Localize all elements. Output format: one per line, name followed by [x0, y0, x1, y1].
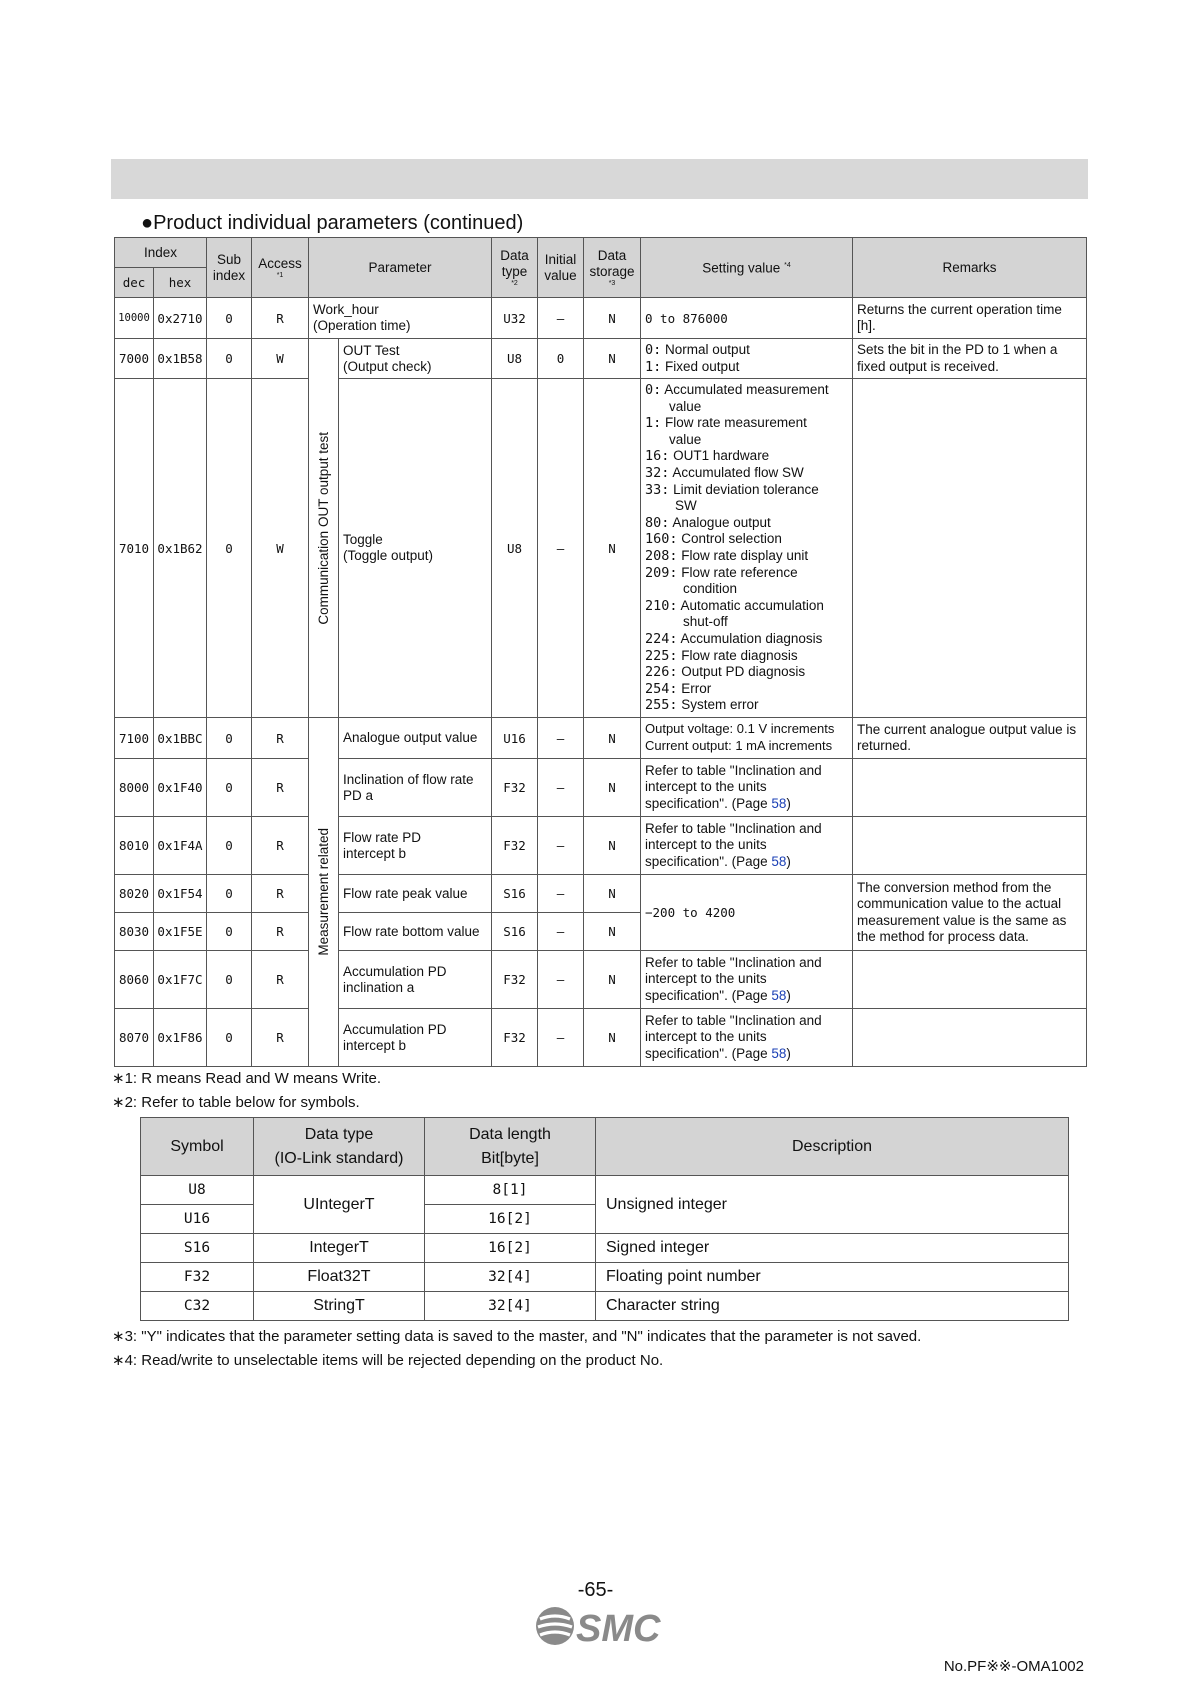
- header-sub-index: Sub index: [207, 238, 252, 298]
- header-description: Description: [596, 1118, 1069, 1176]
- header-data-storage: Data storage *3: [584, 238, 641, 298]
- setting-value: Refer to table "Inclination and intercept to the units specification". (Page 58): [641, 1009, 853, 1067]
- header-initial-value: Initial value: [538, 238, 584, 298]
- parameter-name: Inclination of flow rate PD a: [339, 759, 492, 817]
- setting-value: Output voltage: 0.1 V increments Current output: 1 mA increments: [641, 718, 853, 759]
- header-remarks: Remarks: [853, 238, 1087, 298]
- header-parameter: Parameter: [309, 238, 492, 298]
- header-setting-value: Setting value $^{*4}$: [641, 238, 853, 298]
- parameter-name: Flow rate PD intercept b: [339, 817, 492, 875]
- table-row: 8010 0x1F4A 0 R Flow rate PD intercept b F32 – N Refer to table "Inclination and intercept to the units specification". (Page 58): [115, 817, 1087, 875]
- group-label-out-test: Communication OUT output test: [309, 339, 339, 718]
- document-number: No.PF※※-OMA1002: [943, 1658, 1084, 1675]
- footnote-2: ∗2: Refer to table below for symbols.: [112, 1094, 360, 1111]
- remarks: [853, 817, 1087, 875]
- footnote-1: ∗1: R means Read and W means Write.: [112, 1070, 382, 1087]
- remarks: Sets the bit in the PD to 1 when a fixed output is received.: [853, 339, 1087, 379]
- parameter-name: Analogue output value: [339, 718, 492, 759]
- remarks: The conversion method from the communication value to the actual measurement value is the same as the method for process data.: [853, 875, 1087, 951]
- footnote-4: ∗4: Read/write to unselectable items will be rejected depending on the product No.: [112, 1352, 664, 1369]
- table-row: 8020 0x1F54 0 R Flow rate peak value S16 – N −200 to 4200 The conversion method from the communication value to the actual measurement value is the same as the method for process data.: [115, 875, 1087, 913]
- remarks: [853, 1009, 1087, 1067]
- table-row: 8030 0x1F5E 0 R Flow rate bottom value S16 – N: [115, 913, 1087, 951]
- page-number: -65-: [577, 1579, 614, 1601]
- parameter-name: Toggle (Toggle output): [339, 379, 492, 718]
- remarks: Returns the current operation time [h].: [853, 298, 1087, 339]
- header-index: Index: [115, 238, 207, 268]
- group-label-measurement: Measurement related: [309, 718, 339, 1067]
- table-row: 8070 0x1F86 0 R Accumulation PD intercept b F32 – N Refer to table "Inclination and intercept to the units specification". (Page 58): [115, 1009, 1087, 1067]
- section-header-band: [111, 159, 1088, 199]
- setting-value: Refer to table "Inclination and intercept to the units specification". (Page 58): [641, 817, 853, 875]
- header-data-type: Data type (IO-Link standard): [254, 1118, 425, 1176]
- table-row: F32 Float32T 32[4] Floating point number: [141, 1263, 1069, 1292]
- header-symbol: Symbol: [141, 1118, 254, 1176]
- page-link[interactable]: 58: [771, 795, 787, 811]
- setting-value-list: 0: Accumulated measurement value 1: Flow rate measurement value 16: OUT1 hardware 32: Accumulated flow SW 33: Limit deviation tolerance SW 80: Analogue output 160: Control selection 208: Flow rate display unit 209: Flow rate reference condition 210: Automatic accumulation shut-off 224: Accumulation diagnosis 225: Flow rate diagnosis 226: Output PD diagnosis 254: Error 255: System error: [641, 379, 853, 718]
- page-link[interactable]: 58: [771, 1045, 787, 1061]
- page-link[interactable]: 58: [771, 987, 787, 1003]
- header-dec: dec: [115, 268, 154, 298]
- parameter-table: [114, 237, 1087, 1067]
- setting-value: Refer to table "Inclination and intercept to the units specification". (Page 58): [641, 759, 853, 817]
- parameter-name: OUT Test (Output check): [339, 339, 492, 379]
- table-row: 7000 0x1B58 0 W Communication OUT output test OUT Test (Output check) U8 0 N 0: Normal output 1: Fixed output Sets the bit in the PD to 1 when a fixed output is received.: [115, 339, 1087, 379]
- symbol-table: [140, 1117, 1069, 1321]
- setting-value: Refer to table "Inclination and intercept to the units specification". (Page 58): [641, 951, 853, 1009]
- section-title: ●Product individual parameters (continued): [141, 212, 524, 234]
- table-row: 8060 0x1F7C 0 R Accumulation PD inclination a F32 – N Refer to table "Inclination and intercept to the units specification". (Page 58): [115, 951, 1087, 1009]
- setting-value: 0 to 876000: [641, 298, 853, 339]
- header-data-length: Data length Bit[byte]: [425, 1118, 596, 1176]
- table-row: S16 IntegerT 16[2] Signed integer: [141, 1234, 1069, 1263]
- smc-logo-text: SMC: [576, 1608, 661, 1648]
- table-row: 8000 0x1F40 0 R Inclination of flow rate PD a F32 – N Refer to table "Inclination and intercept to the units specification". (Page 58): [115, 759, 1087, 817]
- table-row: U16 16[2]: [141, 1205, 1069, 1234]
- table-row: U8 UIntegerT 8[1] Unsigned integer: [141, 1176, 1069, 1205]
- table-row: 10000 0x2710 0 R Work_hour (Operation time) U32 – N 0 to 876000 Returns the current operation time [h].: [115, 298, 1087, 339]
- setting-value: 0: Normal output 1: Fixed output: [641, 339, 853, 379]
- remarks: [853, 379, 1087, 718]
- page-link[interactable]: 58: [771, 853, 787, 869]
- header-access: Access *1: [252, 238, 309, 298]
- header-data-type: Data type *2: [492, 238, 538, 298]
- parameter-name: Work_hour (Operation time): [309, 298, 492, 339]
- parameter-name: Flow rate peak value: [339, 875, 492, 913]
- remarks: [853, 951, 1087, 1009]
- smc-logo-mark: [536, 1607, 574, 1645]
- header-hex: hex: [154, 268, 207, 298]
- setting-value: −200 to 4200: [641, 875, 853, 951]
- remarks: The current analogue output value is returned.: [853, 718, 1087, 759]
- remarks: [853, 759, 1087, 817]
- table-row: 7100 0x1BBC 0 R Measurement related Analogue output value U16 – N Output voltage: 0.1 V increments Current output: 1 mA increments The current analogue output value is returned.: [115, 718, 1087, 759]
- parameter-name: Flow rate bottom value: [339, 913, 492, 951]
- smc-logo: [534, 1604, 662, 1653]
- footnote-3: ∗3: "Y" indicates that the parameter setting data is saved to the master, and "N" indicates that the parameter is not saved.: [112, 1328, 922, 1345]
- parameter-name: Accumulation PD intercept b: [339, 1009, 492, 1067]
- parameter-name: Accumulation PD inclination a: [339, 951, 492, 1009]
- table-row: 7010 0x1B62 0 W Toggle (Toggle output) U8 – N 0: Accumulated measurement value 1: Flow rate measurement value 16: OUT1 hardware 32: Accumulated flow SW 33: Limit deviation tolerance SW 80: Analogue output 160: Control selection 208: Flow rate display unit 209: Flow rate reference condition 210: Automatic accumulation shut-off 224: Accumulation diagnosis 225: Flow rate diagnosis 226: Output PD diagnosis 254: Error 255: System error: [115, 379, 1087, 718]
- table-row: C32 StringT 32[4] Character string: [141, 1292, 1069, 1321]
